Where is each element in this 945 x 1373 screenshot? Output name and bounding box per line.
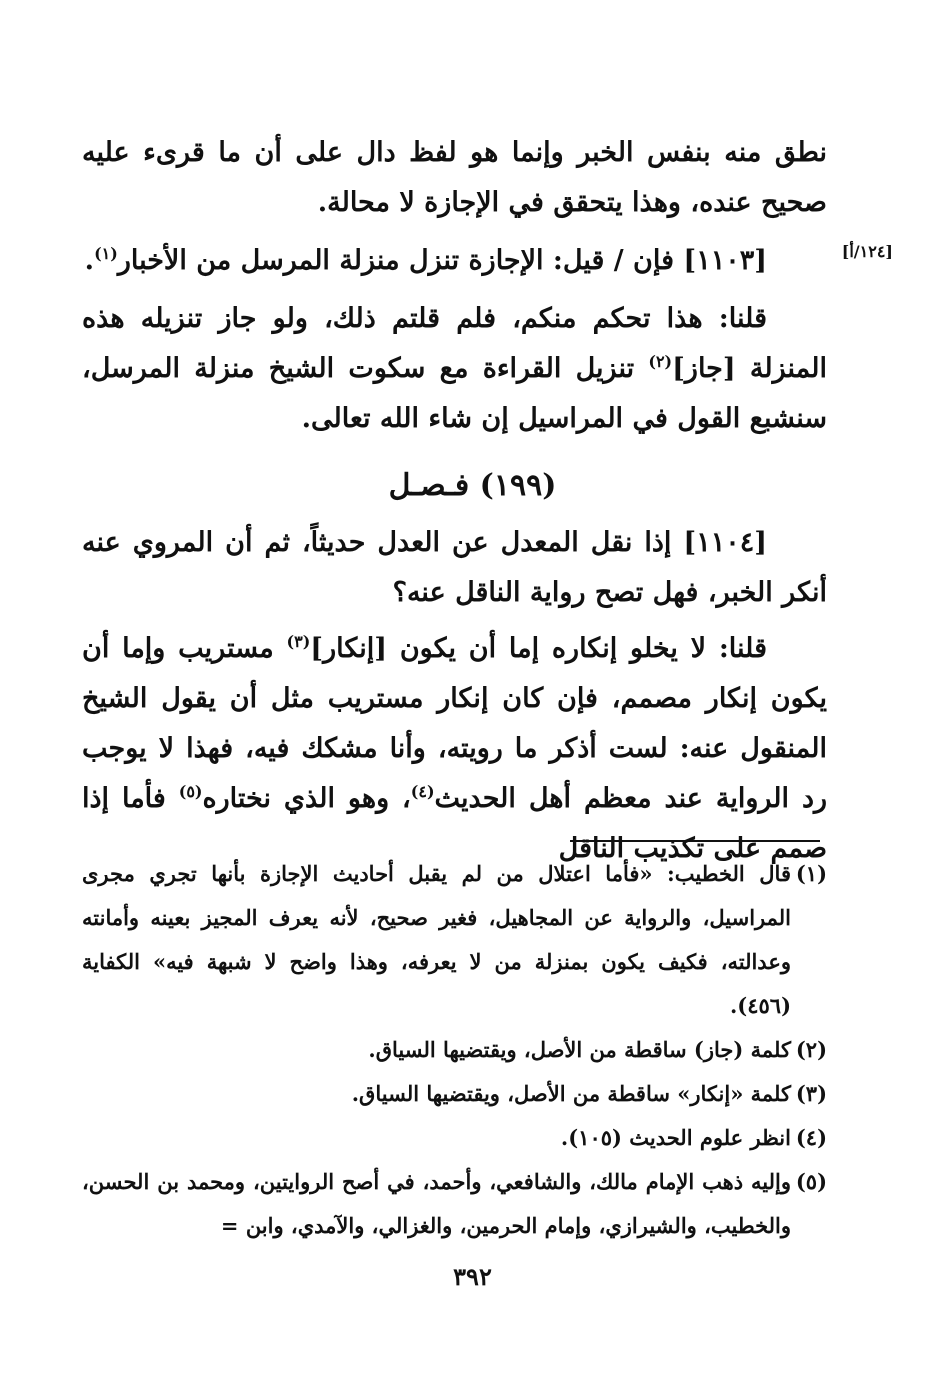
footnote-ref-4: (٤) (410, 782, 435, 801)
footnote-5 (82, 1160, 827, 1248)
footnote-ref-2: (٢) (648, 352, 673, 371)
reply-2-text-b: مستريب وإما أن يكون إنكار مصمم، فإن كان إنكار مستريب مثل أن يقول الشيخ المنقول عنه: لست أذكر ما رويته، وأنا مشكك فيه، فهذا لا يوجب رد الرواية عند معظم أهل الحديث (82, 633, 828, 814)
footnote-number: (١) (795, 861, 827, 886)
footnote-text: قال الخطيب: «فأما اعتلال من لم يقبل أحاديث الإجازة بأنها تجري مجرى المراسيل، والرواية عن المجاهيل، فغير صحيح، لأنه يعرف المجيز بعينه وأمانته وعدالته، فكيف يكون بمنزلة من لا يعرفه، وهذا واضح لا شبهة فيه» الكفاية (٤٥٦). (82, 861, 791, 1018)
footnote-text: كلمة «إنكار» ساقطة من الأصل، ويقتضيها السياق. (351, 1081, 791, 1106)
page-number: ٣٩٢ (453, 1262, 492, 1291)
footnote-text: انظر علوم الحديث (١٠٥). (560, 1125, 791, 1150)
paragraph-1103 (82, 236, 827, 286)
footnote-ref-5: (٥) (178, 782, 203, 801)
reply-1-text-a: قلنا: هذا تحكم منكم، فلم قلتم ذلك، ولو جاز تنزيله هذه المنزلة [جاز] (82, 303, 827, 384)
paragraph-1104-text: [١١٠٤] إذا نقل المعدل عن العدل حديثاً، ثم أن المروي عنه أنكر الخبر، فهل تصح رواية الناقل عنه؟ (82, 527, 827, 608)
paragraph-1-text: نطق منه بنفس الخبر وإنما هو لفظ دال على أن ما قرىء عليه صحيح عنده، وهذا يتحقق في الإجازة لا محالة. (82, 137, 827, 218)
paragraph-reply-1 (82, 294, 827, 444)
footnote-text: كلمة (جاز) ساقطة من الأصل، ويقتضيها السياق. (368, 1037, 791, 1062)
footnote-text: وإليه ذهب الإمام مالك، والشافعي، وأحمد، في أصح الروايتين، ومحمد بن الحسن، والخطيب، والشيرازي، وإمام الحرمين، والغزالي، والآمدي، وابن = (82, 1169, 791, 1238)
footnote-number: (٤) (795, 1125, 827, 1150)
reply-2-text-d: فأما إذا صمم على تكذيب الناقل (82, 783, 827, 864)
footnote-1 (82, 852, 827, 1028)
footnotes (82, 852, 827, 1248)
footnote-4 (82, 1116, 827, 1160)
paragraph-1103-end: . (84, 245, 95, 276)
paragraph-reply-2 (82, 624, 827, 874)
footnote-3 (82, 1072, 827, 1116)
footnote-number: (٢) (795, 1037, 827, 1062)
reply-1-text-b: تنزيل القراءة مع سكوت الشيخ منزلة المرسل، سنشبع القول في المراسيل إن شاء الله تعالى. (82, 353, 827, 434)
paragraph-1104 (82, 518, 827, 618)
footnote-number: (٣) (795, 1081, 827, 1106)
footnote-separator (570, 840, 820, 842)
footnote-ref-1: (١) (94, 244, 118, 263)
footnote-ref-3: (٣) (286, 632, 311, 651)
reply-2-text-a: قلنا: لا يخلو إنكاره إما أن يكون [إنكار] (310, 633, 768, 664)
reply-2-text-c: ، وهو الذي نختاره (202, 783, 411, 814)
footnote-number: (٥) (795, 1169, 827, 1194)
paragraph-1 (82, 128, 827, 228)
margin-folio-reference: [١٢٤/أ] (841, 242, 893, 261)
section-heading: (١٩٩) فـصـل (388, 468, 557, 503)
paragraph-1103-text: [١١٠٣] فإن / قيل: الإجازة تنزل منزلة المرسل من الأخبار (117, 245, 767, 276)
footnote-2 (82, 1028, 827, 1072)
